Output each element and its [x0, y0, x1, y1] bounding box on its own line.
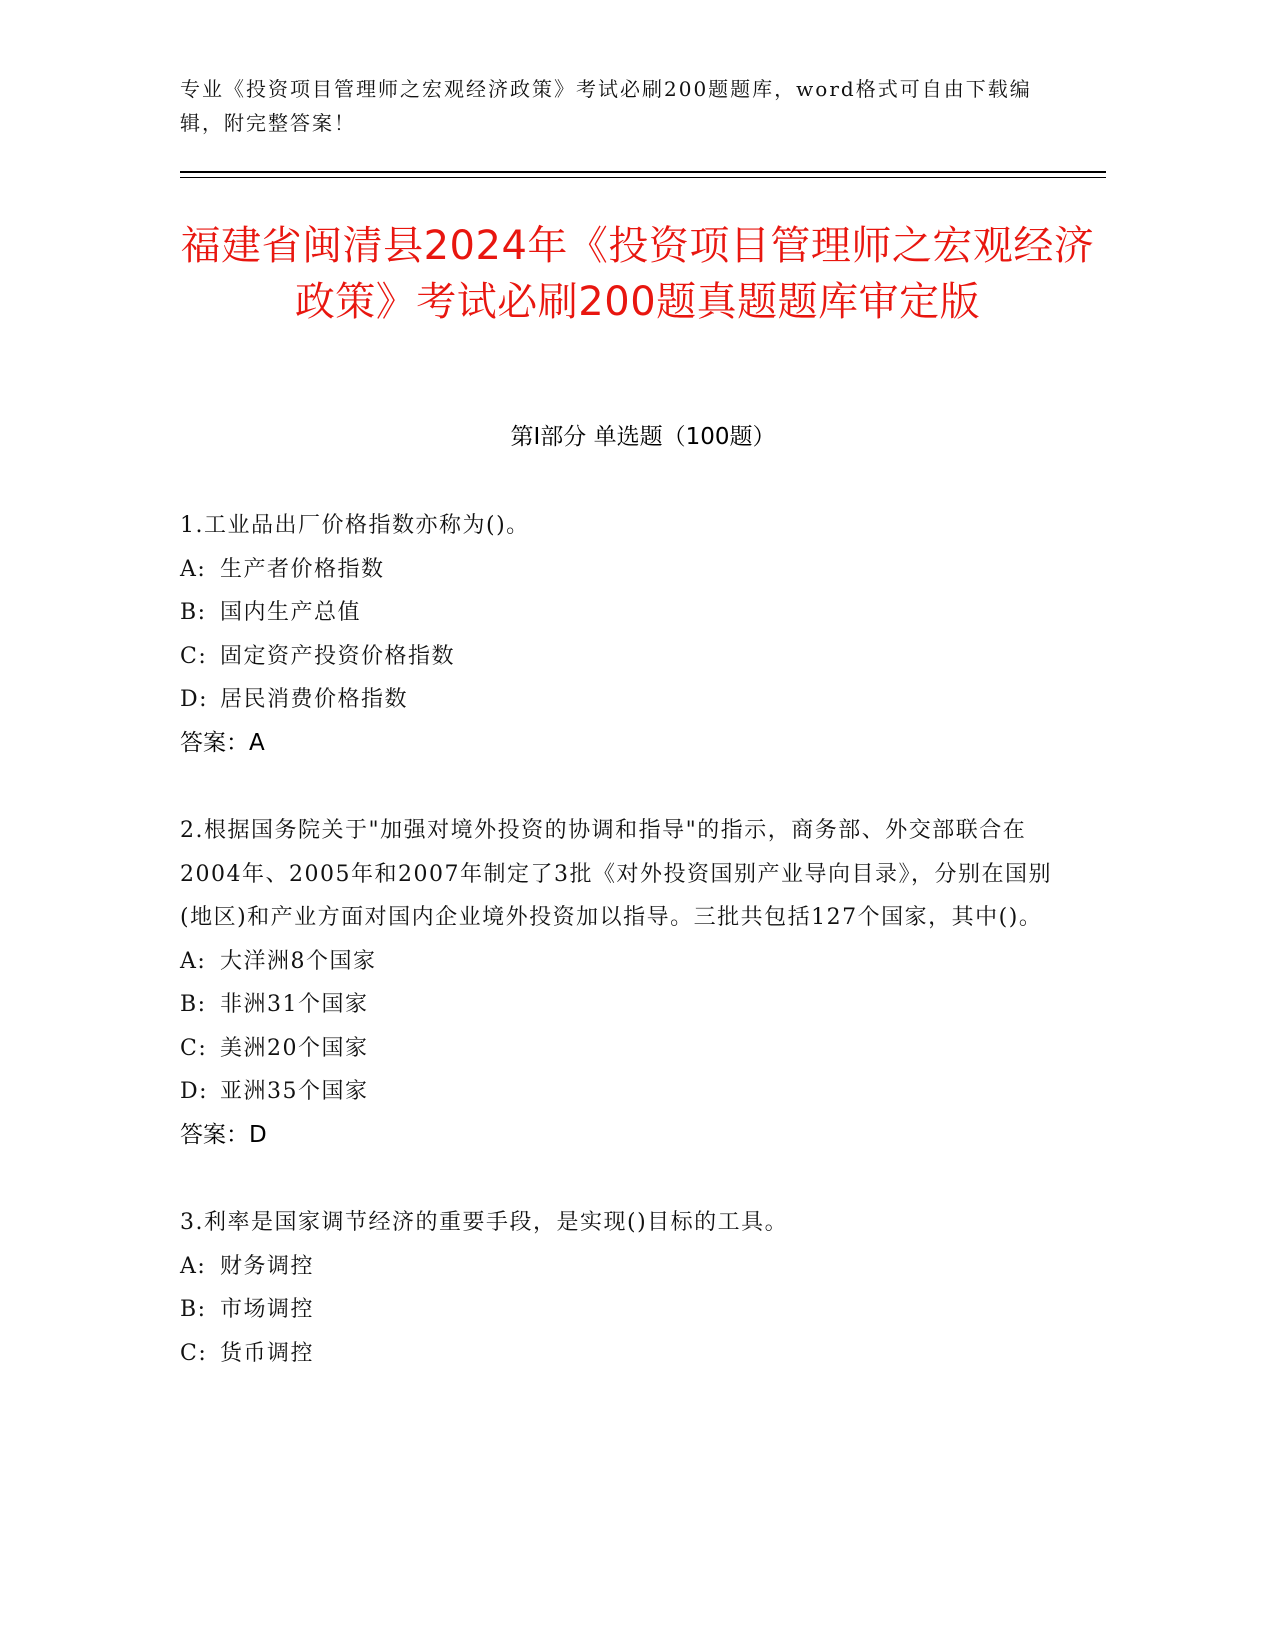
header-divider-thin [180, 177, 1106, 178]
option-letter: D: [180, 687, 209, 712]
option-text: 货币调控 [220, 1340, 315, 1366]
question-list [180, 504, 1060, 1419]
option-text: 居民消费价格指数 [220, 687, 409, 712]
answer-line: 答案：A [180, 729, 265, 756]
question-1 [180, 504, 1060, 765]
header-divider-thick [180, 171, 1106, 173]
question-stem: 3.利率是国家调节经济的重要手段，是实现()目标的工具。 [180, 1210, 789, 1235]
document-title: 福建省闽清县2024年《投资项目管理师之宏观经济政策》考试必刷200题真题题库审定版 [180, 223, 1095, 325]
option-b [180, 1288, 1060, 1332]
option-b [180, 591, 1060, 635]
option-letter: B: [180, 600, 207, 625]
option-letter: B: [180, 1297, 207, 1322]
option-d [180, 678, 1060, 722]
question-2 [180, 809, 1060, 1157]
header-note: 专业《投资项目管理师之宏观经济政策》考试必刷200题题库，word格式可自由下载编辑，附完整答案！ [180, 77, 1032, 135]
option-letter: D: [180, 1079, 209, 1104]
question-stem: 1.工业品出厂价格指数亦称为()。 [180, 513, 530, 538]
option-d [180, 1070, 1060, 1114]
question-3 [180, 1201, 1060, 1375]
option-text: 美洲20个国家 [220, 1035, 369, 1061]
option-a [180, 1245, 1060, 1289]
answer-line: 答案：D [180, 1121, 267, 1148]
option-letter: C: [180, 643, 208, 669]
option-text: 财务调控 [220, 1253, 315, 1279]
option-letter: A: [180, 948, 207, 974]
option-letter: A: [180, 556, 207, 582]
option-text: 亚洲35个国家 [220, 1079, 369, 1104]
option-a [180, 940, 1060, 984]
option-text: 大洋洲8个国家 [220, 948, 377, 974]
section-title: 第Ⅰ部分 单选题（100题） [510, 424, 776, 450]
option-text: 固定资产投资价格指数 [220, 643, 456, 669]
option-b [180, 983, 1060, 1027]
option-text: 市场调控 [220, 1297, 315, 1322]
option-text: 生产者价格指数 [220, 556, 385, 582]
option-letter: C: [180, 1340, 208, 1366]
option-text: 非洲31个国家 [220, 992, 369, 1017]
option-a [180, 548, 1060, 592]
option-letter: A: [180, 1253, 207, 1279]
option-text: 国内生产总值 [220, 600, 362, 625]
option-c [180, 1027, 1060, 1071]
option-c [180, 1332, 1060, 1376]
question-stem: 2.根据国务院关于"加强对境外投资的协调和指导"的指示，商务部、外交部联合在2004年、2005年和2007年制定了3批《对外投资国别产业导向目录》，分别在国别(地区)和产业方面对国内企业境外投资加以指导。三批共包括127个国家，其中()。 [180, 818, 1052, 930]
option-c [180, 635, 1060, 679]
option-letter: B: [180, 992, 207, 1017]
option-letter: C: [180, 1035, 208, 1061]
